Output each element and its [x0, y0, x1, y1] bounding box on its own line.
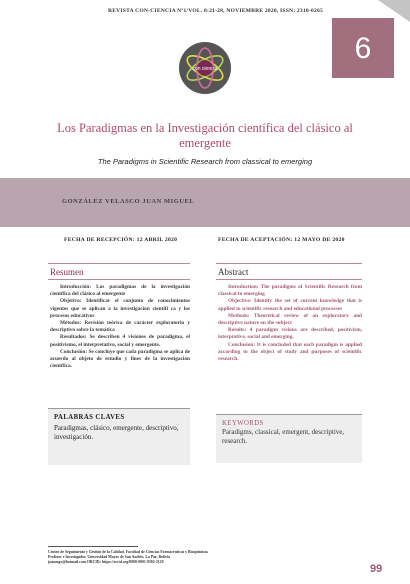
resumen-heading: Resumen — [50, 267, 84, 277]
footnote — [48, 550, 248, 565]
footnote-line: Profesor e Investigador. Universidad Mayor de San Andrés. La Paz, Bolivia — [48, 555, 170, 559]
abstract-paragraph: Objective: Identify the set of current knowledge that is applied to scientific research and educational processes — [218, 298, 362, 312]
footnote-line: juanmgv@hotmail.com ORCID: https://orcid.org/0000-0001-9302-2129 — [48, 560, 164, 564]
resumen-bottom-rule — [48, 279, 190, 280]
logo-text: con ciencia — [192, 66, 218, 72]
keywords-es-box — [48, 408, 190, 465]
resumen-paragraph: Resultados: Se describen 4 visiones de paradigma, el positivismo, el interpretativo, social y emergente. — [50, 334, 190, 348]
page-number: 99 — [370, 563, 383, 575]
resumen-paragraph: Introducción: Los paradigmas de la investigación científica del clásico al emergente — [50, 284, 190, 298]
article-title-en: The Paradigms in Scientific Research from classical to emerging — [97, 157, 313, 166]
abstract-heading: Abstract — [218, 267, 249, 277]
journal-logo — [178, 41, 232, 95]
abstract-top-rule — [216, 263, 362, 264]
keywords-en-heading: KEYWORDS — [222, 420, 264, 427]
keywords-en-text: Paradigms, classical, emergent, descriptive, research. — [222, 428, 345, 445]
article-title-es: Los Paradigmas en la Investigación científica del clásico al emergente — [57, 121, 353, 150]
abstract-paragraph: Methods: Theoretical review of an exploratory and descriptive nature on the subject — [218, 312, 362, 327]
chapter-tab — [332, 18, 394, 78]
journal-header: REVISTA CON-CIENCIA Nº1/VOL. 8:21-28, NOVIEMBRE 2020, ISSN: 2310-0265 — [108, 8, 323, 14]
resumen-paragraph: Objetivo: Identificar el conjunto de conocimientos vigentes que se aplican a la investigación científi ca y los procesos educativos — [50, 298, 190, 319]
accepted-date: FECHA DE ACEPTACIÓN: 12 MAYO DE 2020 — [218, 237, 345, 243]
received-date: FECHA DE RECEPCIÓN: 12 ABRIL 2020 — [64, 237, 178, 243]
abstract-paragraph: Results: 4 paradigm visions are described, positivism, interpretive, social and emerging. — [218, 327, 362, 341]
chapter-number: 6 — [354, 32, 372, 65]
abstract-body — [218, 284, 362, 363]
keywords-en-box — [216, 414, 362, 463]
keywords-es-text: Paradigmas, clásico, emergente, descriptivo, investigación. — [54, 424, 179, 441]
abstract-paragraph: Conclusion: It is concluded that each paradigm is applied according to the object of study and purposes of scientific research. — [218, 341, 362, 363]
author-name: GONZÁLEZ VELASCO JUAN MIGUEL — [62, 198, 195, 205]
abstract-bottom-rule — [216, 279, 362, 280]
keywords-es-heading: PALABRAS CLAVES — [54, 414, 125, 421]
resumen-paragraph: Conclusión: Se concluye que cada paradigma se aplica de acuerdo al objeto de estudio y fines de la investigación científica. — [50, 348, 190, 370]
abstract-paragraph: Introduction: The paradigms of Scientific Research from classical to emerging — [218, 284, 362, 298]
footnote-line: Centro de Seguimiento y Gestión de la Calidad. Facultad de Ciencias Farmacéuticas y Bioquímicas — [48, 550, 209, 554]
resumen-body — [50, 284, 190, 370]
footnote-rule — [48, 546, 138, 547]
resumen-paragraph: Métodos: Revisión teórica de carácter exploratorio y descriptivo sobre la temática — [50, 320, 190, 334]
resumen-top-rule — [48, 263, 190, 264]
